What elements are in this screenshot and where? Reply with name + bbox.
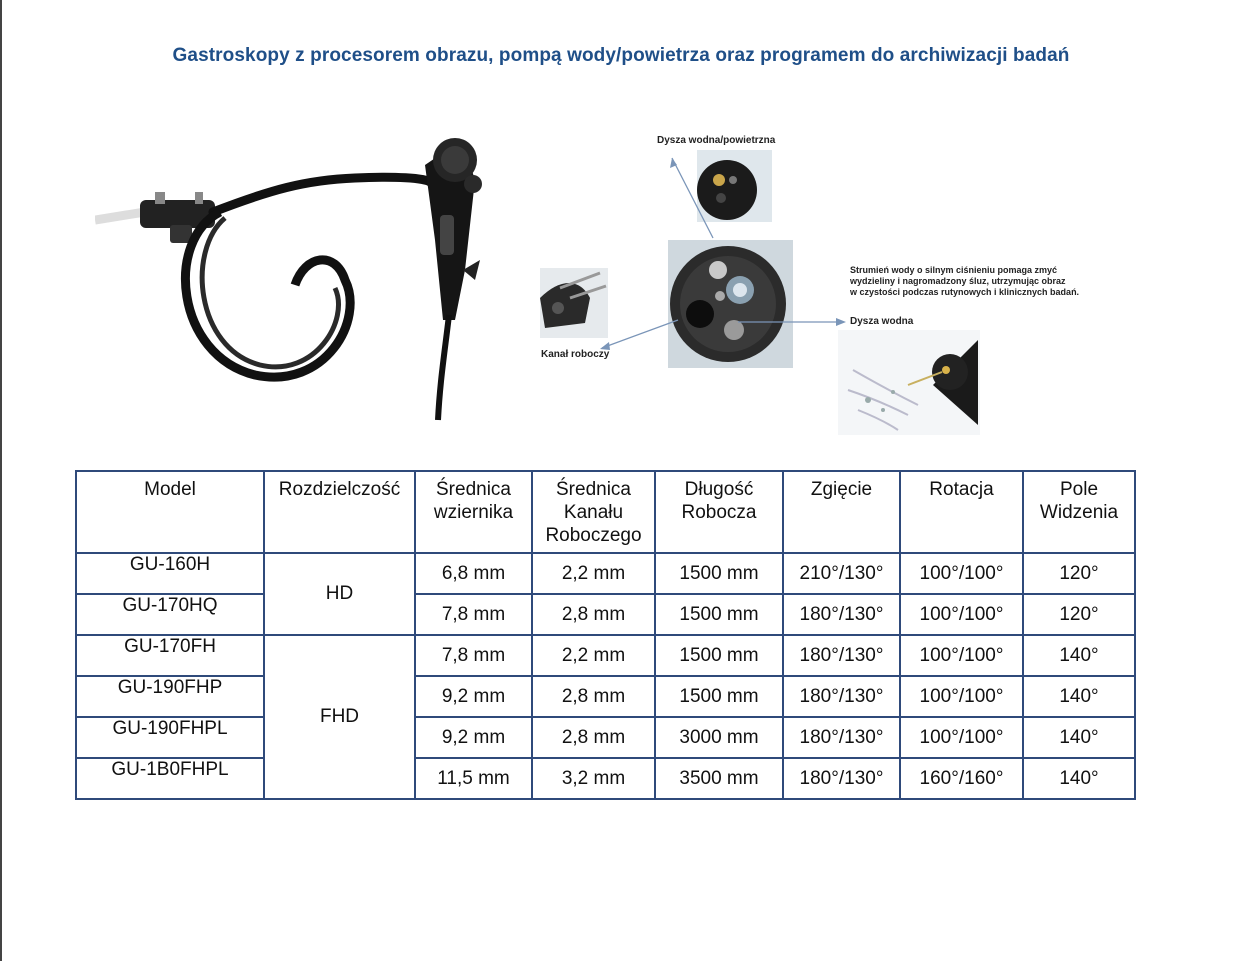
header-resolution [264,471,415,553]
cell-length: 3500 mm [655,758,783,799]
table-header-row [76,471,1135,553]
cell-fov: 140° [1023,758,1135,799]
cell-scope-diameter: 9,2 mm [415,717,532,758]
table-row [76,553,1135,594]
header-model-label: Model [144,479,196,500]
cell-scope-diameter: 7,8 mm [415,635,532,676]
cell-length: 1500 mm [655,635,783,676]
cell-rotation: 100°/100° [900,553,1023,594]
cell-fov: 140° [1023,635,1135,676]
table-row [76,676,1135,717]
header-field-of-view [1023,471,1135,553]
header-fov-line1: Pole [1059,479,1099,500]
cell-rotation: 100°/100° [900,717,1023,758]
header-resolution-label: Rozdzielczość [278,479,401,500]
cell-length: 3000 mm [655,717,783,758]
cell-resolution-fhd: FHD [264,635,415,799]
header-channel-diameter [532,471,655,553]
cell-channel-diameter: 2,8 mm [532,676,655,717]
cell-channel-diameter: 3,2 mm [532,758,655,799]
header-scope-diameter-line2: wziernika [433,502,514,523]
cell-rotation: 100°/100° [900,676,1023,717]
cell-model: GU-170HQ [76,594,264,635]
header-length-line1: Długość [684,479,754,500]
cell-bending: 180°/130° [783,635,900,676]
header-scope-diameter [415,471,532,553]
cell-scope-diameter: 6,8 mm [415,553,532,594]
water-jet-description [850,265,1079,298]
cell-length: 1500 mm [655,553,783,594]
cell-resolution-hd: HD [264,553,415,635]
table-row [76,594,1135,635]
cell-fov: 140° [1023,717,1135,758]
cell-scope-diameter: 9,2 mm [415,676,532,717]
cell-rotation: 100°/100° [900,635,1023,676]
table-row [76,758,1135,799]
header-bending [783,471,900,553]
cell-fov: 120° [1023,553,1135,594]
cell-bending: 180°/130° [783,676,900,717]
cell-bending: 180°/130° [783,594,900,635]
spec-table [75,470,1136,800]
cell-fov: 140° [1023,676,1135,717]
cell-scope-diameter: 7,8 mm [415,594,532,635]
cell-bending: 180°/130° [783,717,900,758]
cell-scope-diameter: 11,5 mm [415,758,532,799]
label-air-water-nozzle: Dysza wodna/powietrzna [657,135,776,146]
cell-fov: 120° [1023,594,1135,635]
table-row [76,717,1135,758]
cell-model: GU-1B0FHPL [76,758,264,799]
description-line-2: wydzieliny i nagromadzony śluz, utrzymując obraz [850,276,1066,286]
cell-bending: 210°/130° [783,553,900,594]
description-line-3: w czystości podczas rutynowych i klinicznych badań. [850,287,1080,297]
cell-rotation: 100°/100° [900,594,1023,635]
header-channel-diameter-line3: Roboczego [545,525,642,546]
header-length-line2: Robocza [681,502,757,523]
header-model [76,471,264,553]
header-fov-line2: Widzenia [1039,502,1119,523]
cell-model: GU-170FH [76,635,264,676]
header-rotation [900,471,1023,553]
cell-channel-diameter: 2,8 mm [532,717,655,758]
header-channel-diameter-line2: Kanału [563,502,624,523]
cell-channel-diameter: 2,2 mm [532,635,655,676]
cell-length: 1500 mm [655,676,783,717]
header-bending-label: Zgięcie [810,479,873,500]
cell-channel-diameter: 2,8 mm [532,594,655,635]
table-row [76,635,1135,676]
cell-bending: 180°/130° [783,758,900,799]
cell-channel-diameter: 2,2 mm [532,553,655,594]
cell-model: GU-190FHPL [76,717,264,758]
cell-model: GU-160H [76,553,264,594]
cell-model: GU-190FHP [76,676,264,717]
header-scope-diameter-line1: Średnica [436,479,511,500]
cell-length: 1500 mm [655,594,783,635]
header-working-length [655,471,783,553]
label-water-nozzle: Dysza wodna [850,316,914,327]
label-working-channel: Kanał roboczy [541,349,610,360]
cell-rotation: 160°/160° [900,758,1023,799]
header-channel-diameter-line1: Średnica [556,479,631,500]
page-title: Gastroskopy z procesorem obrazu, pompą wody/powietrza oraz programem do archiwizacji badań [172,45,1070,66]
header-rotation-label: Rotacja [929,479,994,500]
description-line-1: Strumień wody o silnym ciśnieniu pomaga zmyć [850,265,1058,275]
